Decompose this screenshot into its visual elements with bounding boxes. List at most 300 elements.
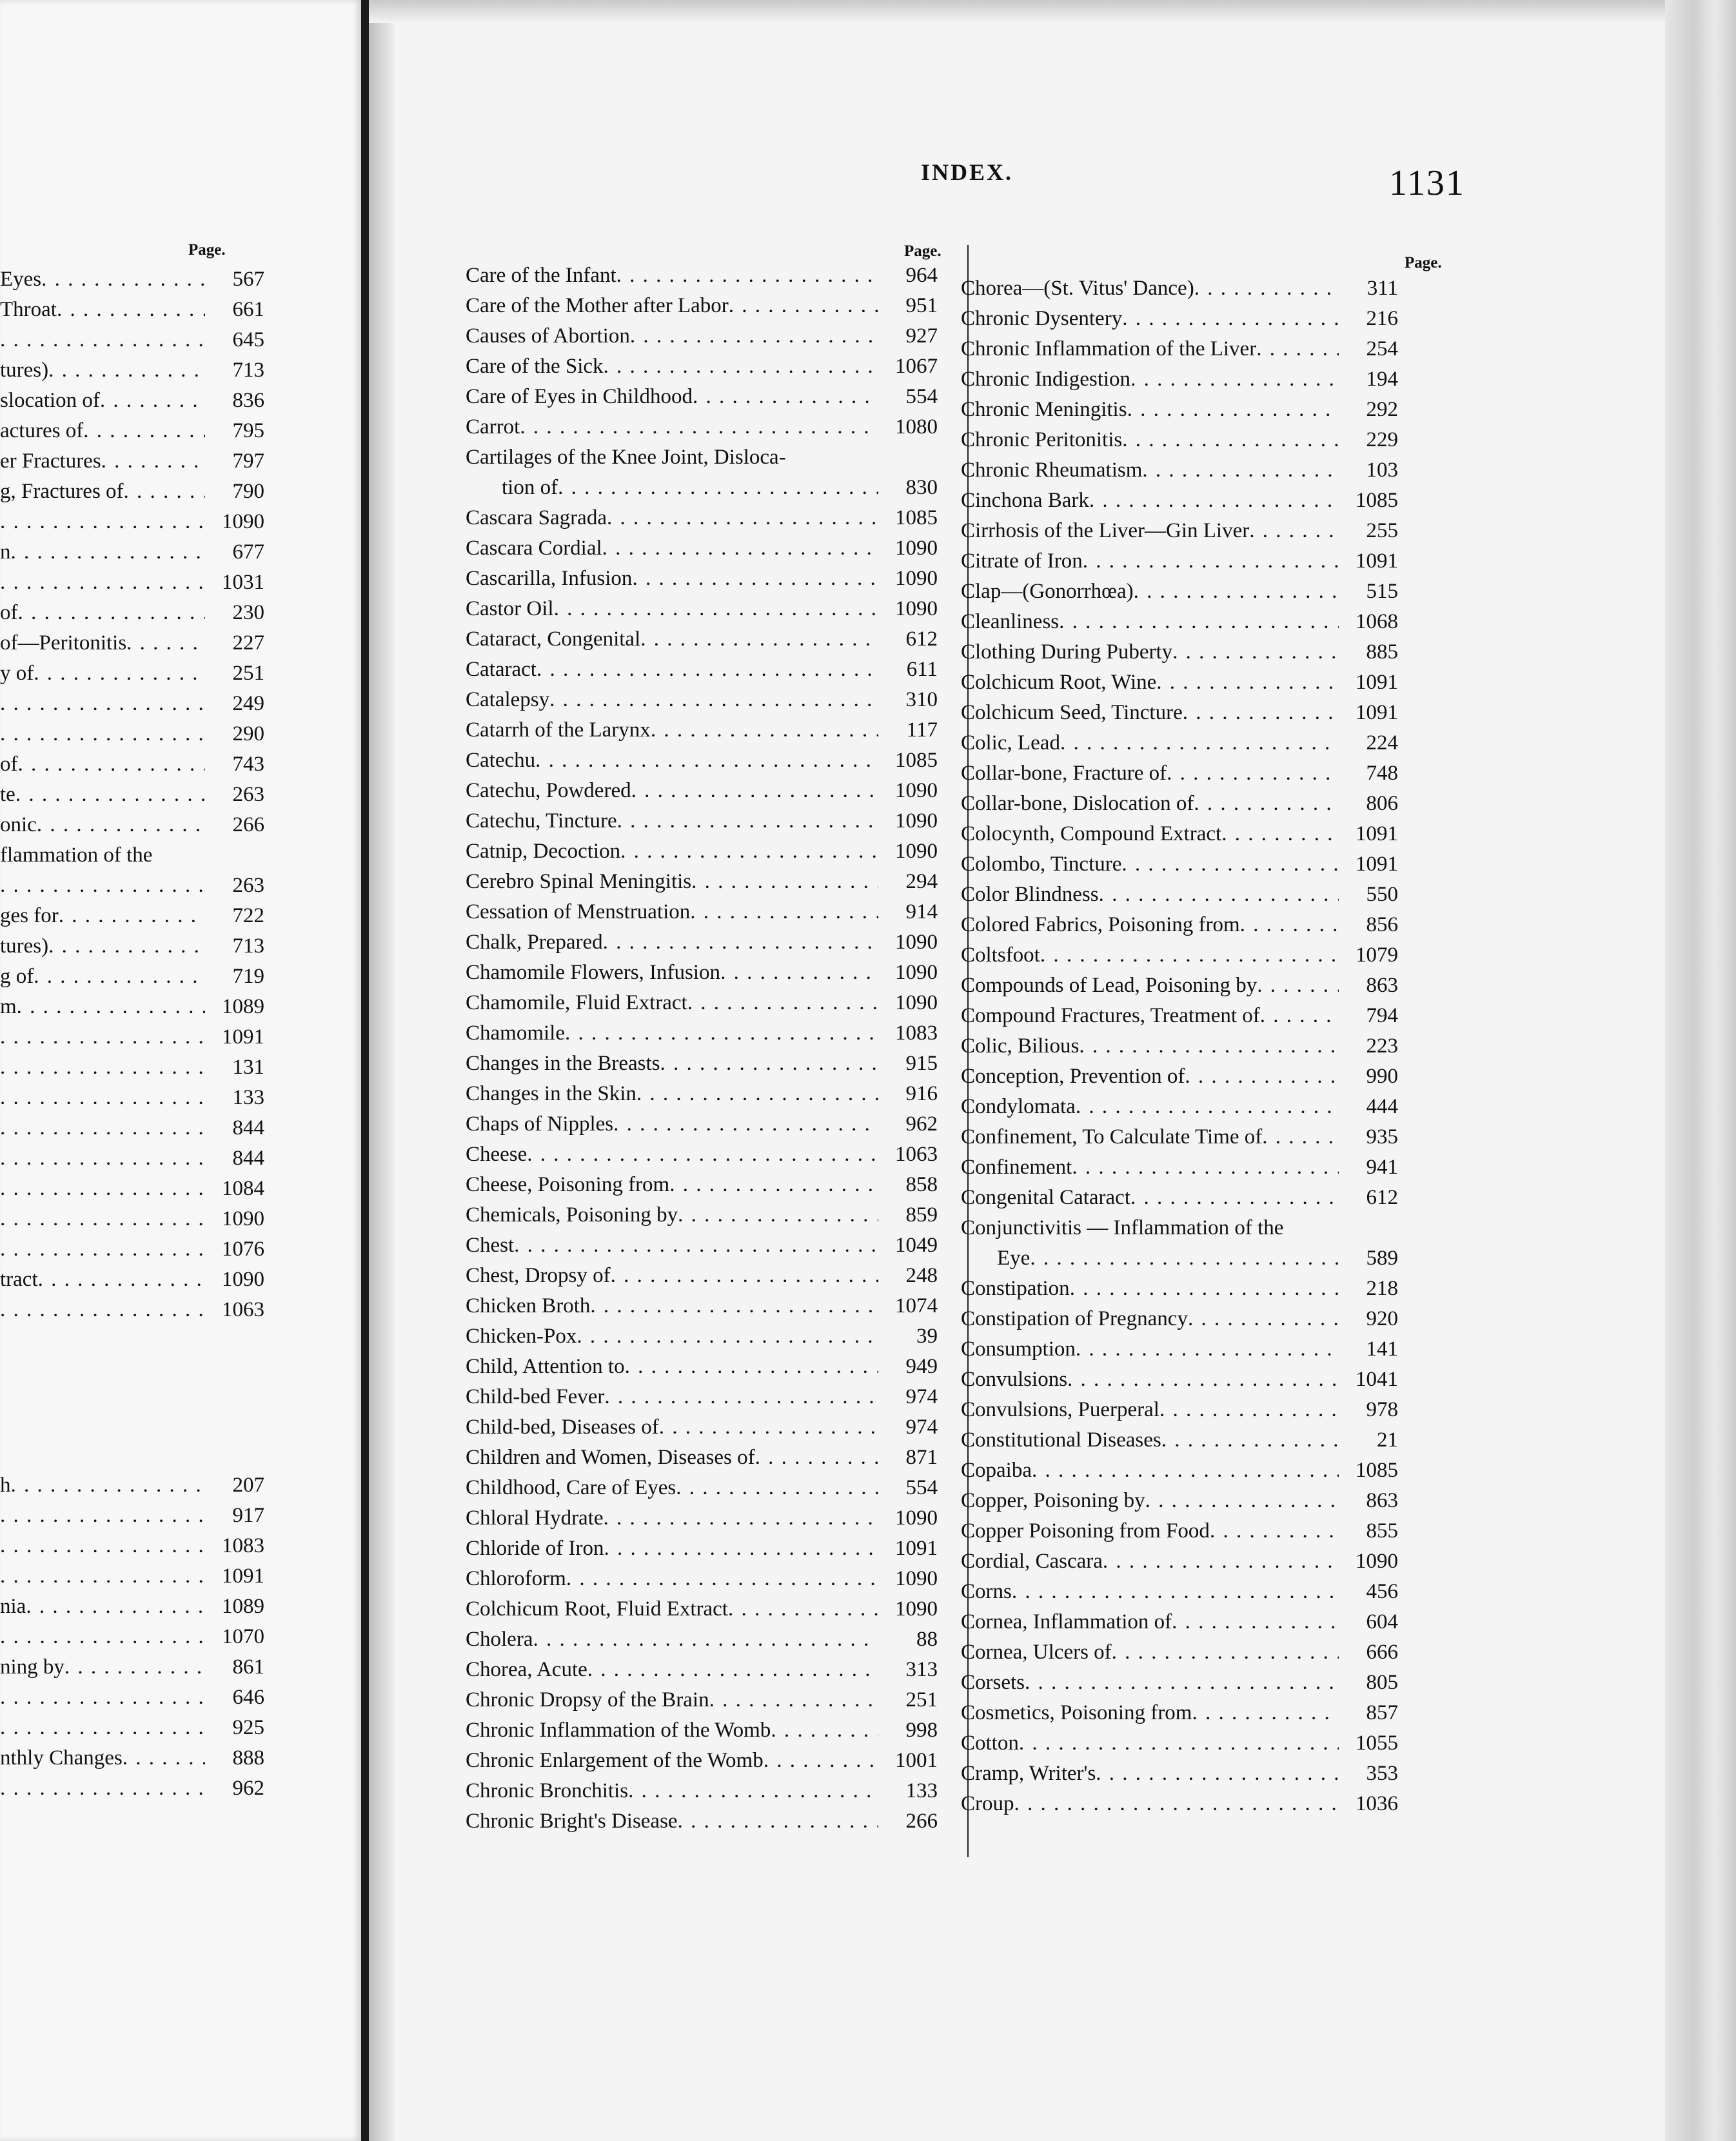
- entry-page-number: 998: [905, 1719, 938, 1742]
- entry-topic: Chronic Rheumatism: [961, 459, 1143, 482]
- index-entry: [0, 780, 264, 809]
- index-entry: [466, 321, 938, 351]
- entry-topic: Cataract, Congenital: [466, 627, 641, 651]
- index-entry: [0, 1113, 264, 1143]
- entry-topic: Chorea, Acute: [466, 1658, 587, 1681]
- page-left-edge: [369, 0, 395, 2141]
- entry-topic: Collar-bone, Dislocation of: [961, 792, 1194, 815]
- entry-page-number: 935: [1366, 1125, 1398, 1149]
- entry-topic: Castor Oil: [466, 597, 554, 620]
- entry-leader-dots: [1122, 425, 1339, 455]
- entry-topic: Chamomile Flowers, Infusion: [466, 961, 721, 984]
- entry-topic: Corsets: [961, 1671, 1025, 1694]
- index-entry: [961, 940, 1398, 970]
- entry-topic: Chronic Dysentery: [961, 307, 1123, 330]
- entry-topic: y of: [0, 662, 34, 685]
- index-entry: [0, 901, 264, 931]
- index-entry: [0, 1501, 264, 1530]
- entry-page-number: 1091: [222, 1564, 264, 1588]
- entry-page-number: 224: [1366, 731, 1398, 755]
- entry-topic: Clothing During Puberty: [961, 640, 1173, 664]
- entry-leader-dots: [48, 931, 205, 961]
- entry-leader-dots: [611, 1261, 878, 1290]
- index-entry: [961, 1092, 1398, 1121]
- index-entry: [466, 745, 938, 775]
- entry-topic: Conjunctivitis — Inflammation of the: [961, 1216, 1284, 1239]
- entry-page-number: 1090: [1356, 1550, 1398, 1573]
- entry-topic: of: [0, 753, 18, 776]
- entry-topic: Cessation of Menstruation: [466, 900, 691, 923]
- entry-leader-dots: [1161, 1425, 1339, 1455]
- entry-page-number: 1089: [222, 1595, 264, 1618]
- entry-page-number: 131: [232, 1056, 264, 1079]
- entry-page-number: 1091: [1356, 822, 1398, 845]
- entry-leader-dots: [535, 745, 878, 775]
- index-entry: [961, 758, 1398, 788]
- index-entry: [0, 931, 264, 961]
- entry-page-number: 223: [1366, 1034, 1398, 1058]
- page-number: 1131: [1389, 163, 1465, 203]
- entry-topic: tures): [0, 934, 49, 958]
- index-entry: [466, 1321, 938, 1351]
- entry-page-number: 1068: [1356, 610, 1398, 633]
- entry-leader-dots: [687, 988, 878, 1018]
- index-entry: [961, 1122, 1398, 1152]
- index-entry: [0, 689, 264, 718]
- entry-page-number: 207: [232, 1474, 264, 1497]
- entry-page-number: 916: [905, 1082, 938, 1105]
- index-entry: [961, 1061, 1398, 1091]
- entry-page-number: 794: [1366, 1004, 1398, 1027]
- entry-topic: nthly Changes: [0, 1746, 123, 1770]
- entry-page-number: 1090: [222, 1207, 264, 1230]
- index-entry: [466, 806, 938, 836]
- entry-page-number: 914: [905, 900, 938, 923]
- index-entry: [0, 840, 264, 870]
- entry-topic: Copaiba: [961, 1459, 1032, 1482]
- index-entry: [0, 1204, 264, 1234]
- entry-page-number: 863: [1366, 974, 1398, 997]
- index-entry: [961, 1304, 1398, 1334]
- entry-leader-dots: [603, 927, 878, 957]
- entry-topic: Colombo, Tincture: [961, 853, 1122, 876]
- entry-page-number: 249: [232, 692, 264, 715]
- entry-leader-dots: [631, 776, 878, 805]
- entry-leader-dots: [709, 1685, 878, 1715]
- entry-topic: Chest: [466, 1234, 515, 1257]
- entry-page-number: 856: [1366, 913, 1398, 936]
- entry-topic: Colored Fabrics, Poisoning from: [961, 913, 1240, 936]
- entry-page-number: 21: [1377, 1428, 1398, 1452]
- index-entry: [466, 1564, 938, 1593]
- entry-topic: Chloroform: [466, 1567, 566, 1590]
- entry-page-number: 1070: [222, 1625, 264, 1648]
- entry-page-number: 251: [232, 662, 264, 685]
- index-entry: [0, 1295, 264, 1325]
- index-entry: [961, 880, 1398, 909]
- entry-topic: Colchicum Root, Fluid Extract: [466, 1597, 728, 1621]
- entry-topic: Collar-bone, Fracture of: [961, 762, 1167, 785]
- entry-topic: Corns: [961, 1580, 1012, 1603]
- index-entry: [466, 351, 938, 381]
- entry-topic: Cotton: [961, 1732, 1019, 1755]
- entry-leader-dots: [514, 1230, 878, 1260]
- entry-leader-dots: [1194, 789, 1339, 818]
- entry-leader-dots: [729, 291, 878, 321]
- entry-page-number: 964: [905, 264, 938, 287]
- entry-leader-dots: [0, 719, 205, 749]
- entry-page-number: 713: [232, 359, 264, 382]
- index-entry: [961, 637, 1398, 667]
- entry-leader-dots: [1210, 1516, 1339, 1546]
- entry-topic: Cascara Sagrada: [466, 506, 607, 529]
- entry-leader-dots: [554, 594, 878, 624]
- index-entry: [961, 1698, 1398, 1728]
- index-column-2: [961, 273, 1398, 1834]
- entry-page-number: 39: [916, 1325, 938, 1348]
- entry-page-number: 795: [232, 419, 264, 442]
- index-entry: [466, 1594, 938, 1624]
- entry-leader-dots: [1172, 1607, 1339, 1637]
- index-entry: [961, 698, 1398, 727]
- entry-topic: Chronic Inflammation of the Womb: [466, 1719, 771, 1742]
- entry-page-number: 805: [1366, 1671, 1398, 1694]
- entry-leader-dots: [1089, 486, 1339, 515]
- entry-page-number: 266: [232, 813, 264, 836]
- entry-topic: Croup: [961, 1792, 1014, 1815]
- index-entry: [961, 1001, 1398, 1031]
- entry-page-number: 353: [1366, 1762, 1398, 1785]
- entry-page-number: 266: [905, 1810, 938, 1833]
- entry-page-number: 1079: [1356, 943, 1398, 967]
- entry-topic: Cornea, Ulcers of: [961, 1641, 1112, 1664]
- entry-page-number: 1091: [1356, 671, 1398, 694]
- entry-leader-dots: [1192, 1698, 1339, 1728]
- entry-topic: Child, Attention to: [466, 1355, 625, 1378]
- index-entry: [961, 1607, 1398, 1637]
- index-entry: [0, 749, 264, 779]
- entry-leader-dots: [0, 1295, 205, 1325]
- entry-leader-dots: [0, 1083, 205, 1112]
- entry-page-number: 612: [1366, 1186, 1398, 1209]
- entry-leader-dots: [755, 1443, 878, 1472]
- entry-page-number: 974: [905, 1416, 938, 1439]
- entry-topic: n: [0, 540, 11, 564]
- entry-leader-dots: [604, 1503, 878, 1533]
- index-entry: [0, 1143, 264, 1173]
- entry-topic: Chronic Enlargement of the Womb: [466, 1749, 764, 1772]
- index-entry: [0, 1174, 264, 1203]
- entry-leader-dots: [1032, 1455, 1339, 1485]
- entry-leader-dots: [602, 533, 878, 563]
- entry-topic: slocation of: [0, 389, 100, 412]
- entry-page-number: 885: [1366, 640, 1398, 664]
- index-entry: [466, 867, 938, 896]
- entry-leader-dots: [1112, 1637, 1339, 1667]
- index-entry: [466, 1806, 938, 1836]
- entry-topic: Cerebro Spinal Meningitis: [466, 870, 692, 893]
- index-entry: [466, 261, 938, 290]
- entry-leader-dots: [0, 1143, 205, 1173]
- entry-page-number: 861: [232, 1655, 264, 1679]
- entry-topic: Chloride of Iron: [466, 1537, 604, 1560]
- entry-page-number: 666: [1366, 1641, 1398, 1664]
- entry-topic: Cataract: [466, 658, 537, 681]
- entry-topic: Care of the Mother after Labor: [466, 294, 729, 317]
- entry-topic: Eye: [997, 1247, 1031, 1270]
- entry-leader-dots: [1070, 1274, 1339, 1303]
- entry-topic: Copper, Poisoning by: [961, 1489, 1145, 1512]
- entry-leader-dots: [659, 1412, 878, 1442]
- entry-topic: Chronic Peritonitis: [961, 428, 1123, 451]
- index-entry: [961, 910, 1398, 940]
- index-entry: [466, 1503, 938, 1533]
- entry-topic: Cheese, Poisoning from: [466, 1173, 670, 1196]
- entry-page-number: 855: [1366, 1519, 1398, 1543]
- index-entry: [961, 789, 1398, 818]
- entry-leader-dots: [18, 598, 206, 627]
- entry-leader-dots: [1130, 364, 1339, 394]
- column1-page-heading: Page.: [904, 242, 942, 260]
- entry-page-number: 1083: [895, 1021, 938, 1045]
- index-entry: [0, 264, 264, 294]
- entry-page-number: 255: [1366, 519, 1398, 542]
- entry-page-number: 1036: [1356, 1792, 1398, 1815]
- index-entry: [466, 1291, 938, 1321]
- index-entry: [961, 304, 1398, 333]
- index-entry: [961, 455, 1398, 485]
- entry-leader-dots: [628, 1776, 878, 1806]
- entry-leader-dots: [1103, 1546, 1339, 1576]
- entry-page-number: 444: [1366, 1095, 1398, 1118]
- entry-leader-dots: [693, 382, 878, 411]
- entry-leader-dots: [636, 1079, 878, 1109]
- entry-page-number: 871: [905, 1446, 938, 1469]
- entry-leader-dots: [1030, 1243, 1339, 1273]
- page-title: INDEX.: [921, 159, 1014, 185]
- entry-leader-dots: [0, 1773, 205, 1803]
- entry-topic: Constipation of Pregnancy: [961, 1307, 1188, 1330]
- entry-leader-dots: [34, 962, 205, 991]
- entry-page-number: 218: [1366, 1277, 1398, 1300]
- entry-page-number: 1090: [895, 840, 938, 863]
- entry-topic: flammation of the: [0, 844, 153, 867]
- entry-topic: Children and Women, Diseases of: [466, 1446, 755, 1469]
- index-entry: [466, 291, 938, 321]
- index-entry: [0, 1531, 264, 1561]
- index-entry: [0, 1743, 264, 1773]
- index-entry: [466, 958, 938, 987]
- entry-topic: Colchicum Root, Wine: [961, 671, 1157, 694]
- entry-page-number: 722: [232, 904, 264, 927]
- entry-topic: Copper Poisoning from Food: [961, 1519, 1210, 1543]
- entry-page-number: 844: [232, 1147, 264, 1170]
- entry-page-number: 836: [232, 389, 264, 412]
- entry-leader-dots: [123, 1743, 205, 1773]
- index-entry: [466, 655, 938, 684]
- index-entry: [466, 1079, 938, 1109]
- entry-page-number: 567: [232, 268, 264, 291]
- entry-topic: Cartilages of the Knee Joint, Disloca-: [466, 446, 786, 469]
- entry-leader-dots: [577, 1321, 878, 1351]
- entry-page-number: 859: [905, 1203, 938, 1227]
- entry-leader-dots: [0, 1682, 205, 1712]
- index-entry: [0, 1622, 264, 1652]
- entry-leader-dots: [613, 1109, 878, 1139]
- index-entry: [466, 685, 938, 715]
- entry-page-number: 677: [232, 540, 264, 564]
- entry-leader-dots: [1142, 455, 1339, 485]
- entry-page-number: 661: [232, 298, 264, 321]
- entry-page-number: 962: [232, 1777, 264, 1800]
- index-entry: [466, 1200, 938, 1230]
- entry-topic: Convulsions: [961, 1368, 1068, 1391]
- entry-leader-dots: [1185, 1061, 1339, 1091]
- index-entry: [961, 1668, 1398, 1697]
- entry-topic: Confinement: [961, 1156, 1072, 1179]
- index-entry: [961, 1243, 1398, 1273]
- entry-topic: Cosmetics, Poisoning from: [961, 1701, 1192, 1724]
- index-entry: [961, 395, 1398, 424]
- index-entry: [961, 667, 1398, 697]
- entry-topic: Chemicals, Poisoning by: [466, 1203, 678, 1227]
- entry-leader-dots: [764, 1746, 878, 1775]
- entry-leader-dots: [616, 261, 878, 290]
- index-entry: [961, 1546, 1398, 1576]
- entry-topic: nia: [0, 1595, 26, 1618]
- index-entry: [466, 1473, 938, 1503]
- index-entry: [0, 1773, 264, 1803]
- index-entry: [961, 1789, 1398, 1819]
- index-entry: [961, 1728, 1398, 1758]
- entry-topic: g, Fractures of: [0, 480, 124, 503]
- entry-leader-dots: [0, 871, 205, 900]
- entry-page-number: 888: [232, 1746, 264, 1770]
- entry-leader-dots: [1256, 334, 1339, 364]
- entry-leader-dots: [41, 264, 205, 294]
- entry-page-number: 1090: [895, 991, 938, 1014]
- entry-leader-dots: [1221, 819, 1339, 849]
- entry-page-number: 941: [1366, 1156, 1398, 1179]
- entry-page-number: 1091: [1356, 549, 1398, 573]
- index-entry: [466, 1261, 938, 1290]
- index-entry: [961, 1516, 1398, 1546]
- entry-topic: Changes in the Skin: [466, 1082, 636, 1105]
- entry-topic: Child-bed Fever: [466, 1385, 605, 1408]
- index-entry: [0, 1052, 264, 1082]
- entry-topic: Chloral Hydrate: [466, 1506, 604, 1530]
- entry-page-number: 263: [232, 783, 264, 806]
- page-gutter: [361, 0, 369, 2141]
- entry-topic: Throat: [0, 298, 57, 321]
- entry-leader-dots: [1019, 1728, 1339, 1758]
- entry-leader-dots: [728, 1594, 878, 1624]
- index-entry: [961, 1031, 1398, 1061]
- entry-topic: Chronic Indigestion: [961, 368, 1131, 391]
- left-page-fragment: [0, 0, 361, 2141]
- index-column-1: [466, 261, 938, 1860]
- entry-leader-dots: [771, 1715, 878, 1745]
- entry-topic: Chronic Dropsy of the Brain: [466, 1688, 709, 1712]
- entry-page-number: 927: [905, 324, 938, 348]
- entry-page-number: 292: [1366, 398, 1398, 421]
- entry-leader-dots: [566, 1564, 878, 1593]
- index-entry: [0, 1682, 264, 1712]
- entry-leader-dots: [11, 1470, 206, 1500]
- entry-page-number: 830: [905, 476, 938, 499]
- entry-leader-dots: [0, 1622, 205, 1652]
- entry-page-number: 1031: [222, 571, 264, 594]
- entry-page-number: 313: [905, 1658, 938, 1681]
- entry-page-number: 1090: [895, 809, 938, 833]
- index-entry: [0, 628, 264, 658]
- entry-page-number: 554: [905, 1476, 938, 1499]
- entry-leader-dots: [604, 351, 878, 381]
- index-entry: [961, 1152, 1398, 1182]
- entry-page-number: 925: [232, 1716, 264, 1739]
- entry-topic: Causes of Abortion: [466, 324, 630, 348]
- index-entry: [466, 1018, 938, 1048]
- entry-topic: Chronic Inflammation of the Liver: [961, 337, 1257, 360]
- entry-topic: Cholera: [466, 1628, 533, 1651]
- entry-page-number: 1001: [895, 1749, 938, 1772]
- entry-leader-dots: [1156, 667, 1339, 697]
- entry-topic: te: [0, 783, 15, 806]
- index-entry: [0, 295, 264, 324]
- index-entry: [961, 1213, 1398, 1243]
- entry-topic: ges for: [0, 904, 59, 927]
- entry-topic: Compound Fractures, Treatment of: [961, 1004, 1260, 1027]
- index-entry: [466, 1382, 938, 1412]
- entry-leader-dots: [0, 1713, 205, 1742]
- entry-leader-dots: [604, 1382, 878, 1412]
- entry-topic: Citrate of Iron: [961, 549, 1083, 573]
- entry-page-number: 251: [905, 1688, 938, 1712]
- entry-leader-dots: [549, 685, 878, 715]
- entry-leader-dots: [1262, 1122, 1339, 1152]
- entry-page-number: 1085: [895, 749, 938, 772]
- entry-topic: Care of the Infant: [466, 264, 616, 287]
- entry-leader-dots: [100, 386, 205, 415]
- entry-topic: Cinchona Bark: [961, 489, 1089, 512]
- entry-leader-dots: [1096, 1759, 1339, 1788]
- entry-leader-dots: [1172, 637, 1339, 667]
- index-entry: [961, 1183, 1398, 1212]
- entry-page-number: 310: [905, 688, 938, 711]
- entry-page-number: 88: [916, 1628, 938, 1651]
- entry-leader-dots: [83, 416, 205, 446]
- entry-leader-dots: [0, 1234, 205, 1264]
- entry-topic: Carrot: [466, 415, 520, 439]
- entry-page-number: 1090: [895, 597, 938, 620]
- entry-page-number: 1090: [895, 537, 938, 560]
- index-entry: [961, 1395, 1398, 1425]
- entry-page-number: 1085: [895, 506, 938, 529]
- entry-leader-dots: [1240, 910, 1339, 940]
- entry-topic: tract: [0, 1268, 38, 1291]
- entry-topic: Catnip, Decoction: [466, 840, 621, 863]
- index-entry: [466, 1049, 938, 1078]
- entry-topic: m: [0, 995, 17, 1018]
- entry-leader-dots: [1122, 304, 1339, 333]
- entry-leader-dots: [64, 1652, 205, 1682]
- entry-page-number: 1074: [895, 1294, 938, 1317]
- entry-leader-dots: [651, 715, 878, 745]
- entry-topic: Childhood, Care of Eyes: [466, 1476, 676, 1499]
- entry-leader-dots: [0, 1501, 205, 1530]
- entry-topic: Chest, Dropsy of: [466, 1264, 611, 1287]
- entry-leader-dots: [57, 295, 205, 324]
